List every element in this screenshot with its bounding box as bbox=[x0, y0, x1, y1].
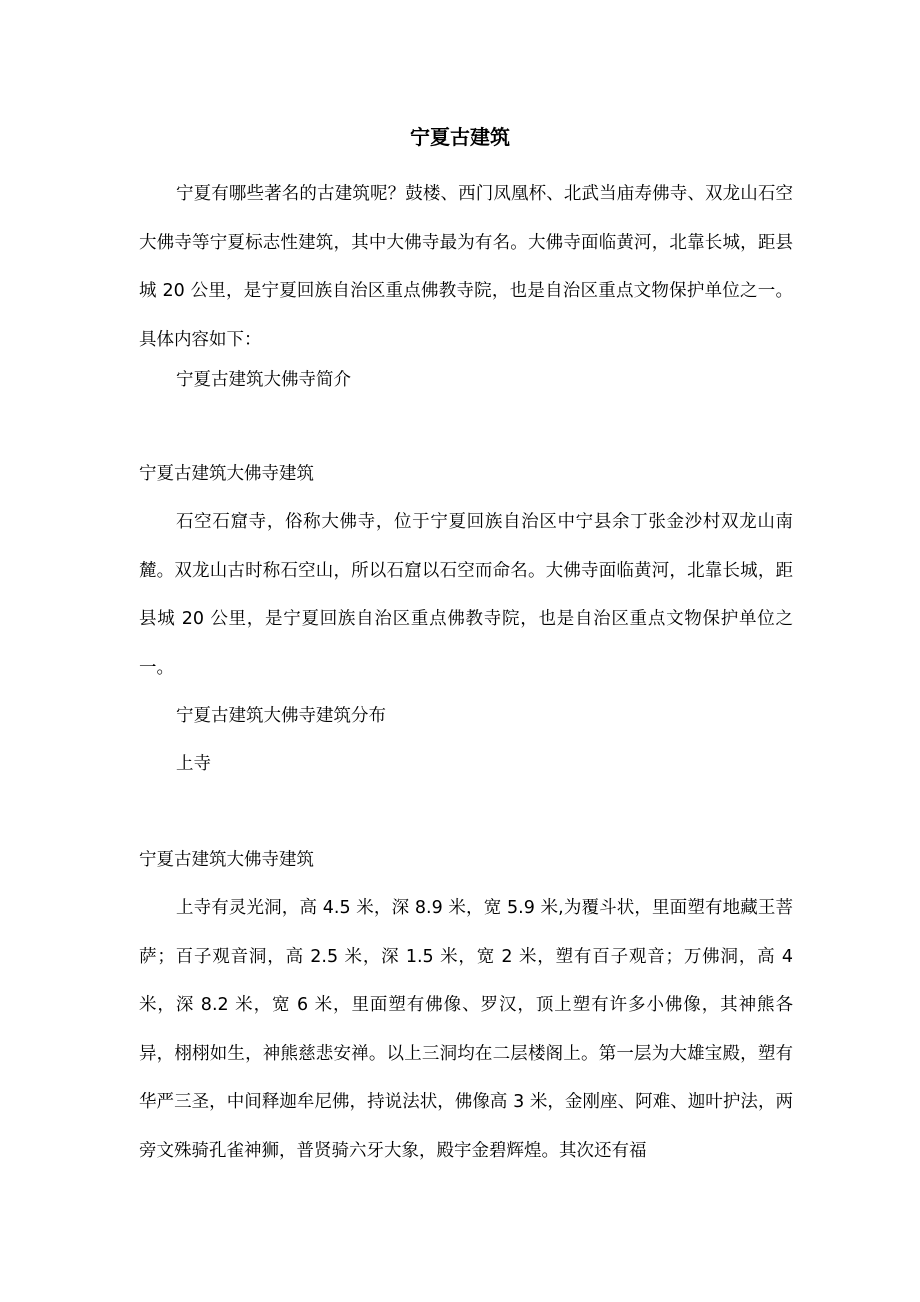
temple-description-paragraph: 石空石窟寺，俗称大佛寺，位于宁夏回族自治区中宁县余丁张金沙村双龙山南麓。双龙山古时称石空山，所以石窟以石空而命名。大佛寺面临黄河，北靠长城，距县城 20 公里，是宁夏回族自治区重点佛教寺院，也是自治区重点文物保护单位之一。 bbox=[139, 512, 793, 678]
image-caption: 宁夏古建筑大佛寺建筑 bbox=[139, 850, 314, 870]
section-heading-intro: 宁夏古建筑大佛寺简介 bbox=[176, 370, 351, 390]
image-caption: 宁夏古建筑大佛寺建筑 bbox=[139, 464, 314, 484]
upper-temple-paragraph: 上寺有灵光洞，高 4.5 米，深 8.9 米，宽 5.9 米,为覆斗状，里面塑有地藏王菩萨；百子观音洞，高 2.5 米，深 1.5 米，宽 2 米，塑有百子观音；万佛洞，高 4 米，深 8.2 米，宽 6 米，里面塑有佛像、罗汉，顶上塑有许多小佛像，其神熊各异，栩栩如生，神熊慈悲安禅。以上三洞均在二层楼阁上。第一层为大雄宝殿，塑有华严三圣，中间释迦牟尼佛，持说法状，佛像高 3 米，金刚座、阿难、迦叶护法，两旁文殊骑孔雀神狮，普贤骑六牙大象，殿宇金碧辉煌。其次还有福 bbox=[139, 898, 793, 1161]
section-heading-layout: 宁夏古建筑大佛寺建筑分布 bbox=[176, 706, 386, 726]
document-title: 宁夏古建筑 bbox=[410, 125, 510, 149]
intro-paragraph: 宁夏有哪些著名的古建筑呢？鼓楼、西门凤凰杯、北武当庙寿佛寺、双龙山石空大佛寺等宁夏标志性建筑，其中大佛寺最为有名。大佛寺面临黄河，北靠长城，距县城 20 公里，是宁夏回族自治区重点佛教寺院，也是自治区重点文物保护单位之一。具体内容如下： bbox=[139, 184, 793, 350]
subsection-heading-upper-temple: 上寺 bbox=[176, 754, 211, 774]
